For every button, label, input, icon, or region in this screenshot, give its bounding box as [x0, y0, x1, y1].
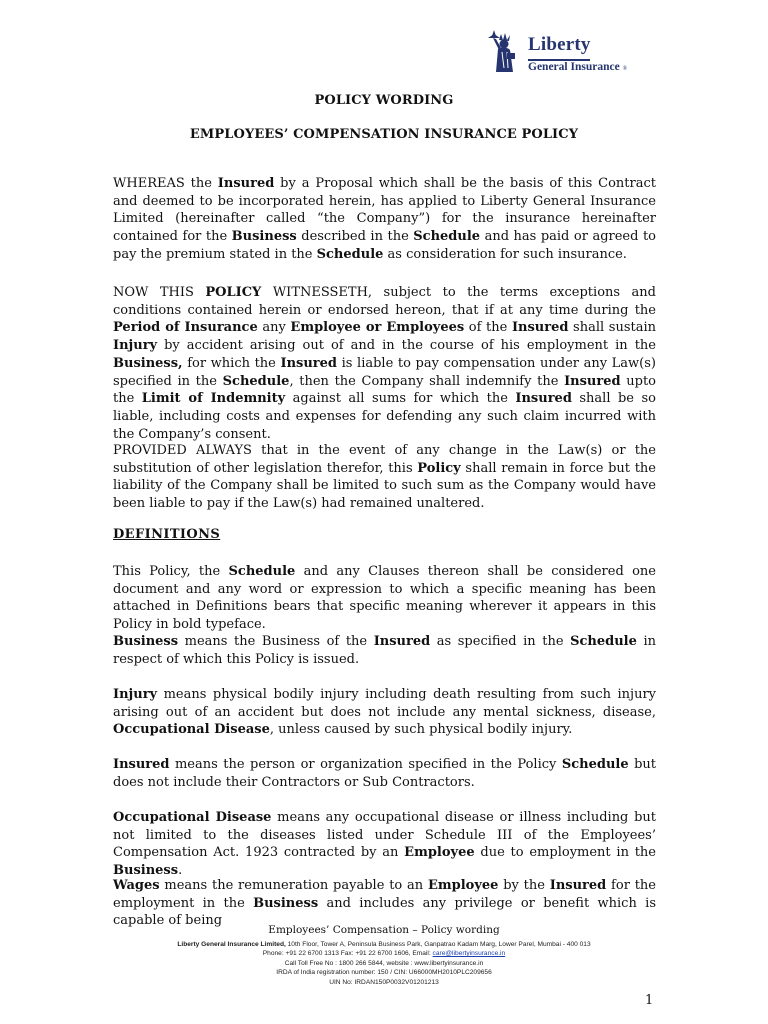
definition-occupational-disease	[113, 809, 656, 880]
definition-insured	[113, 756, 656, 791]
defined-term: Business	[231, 229, 297, 245]
body-text: shall be so liable, including costs and expenses for defending any such claim incurred with the Company’s consent.	[113, 391, 656, 442]
defined-term: Limit of Indemnity	[141, 391, 286, 407]
policy-wording-heading: POLICY WORDING	[314, 93, 454, 108]
body-text: NOW THIS	[113, 285, 206, 300]
body-text: as consideration for such insurance.	[383, 246, 627, 262]
defined-term: Business	[253, 895, 319, 911]
defined-term: Period of Insurance	[113, 320, 258, 336]
defined-term: Insured	[217, 176, 275, 191]
footer-email-link[interactable]: care@libertyinsurance.in	[432, 950, 506, 958]
body-text: means the Business of the	[178, 634, 374, 649]
body-text: .	[178, 863, 183, 879]
body-text: by a Proposal which shall be the basis of this Contract and deemed to be incorporated herein, has applied to Liberty General Insurance Limited (hereinafter called “the Company”) for the insurance hereinafter contained for the	[113, 176, 656, 245]
body-text: described in the	[296, 229, 414, 245]
body-text: in respect of which this Policy is issued.	[113, 634, 656, 667]
defined-term: Occupational Disease	[113, 722, 270, 738]
defined-term: Schedule	[228, 564, 296, 579]
body-text: for which the	[182, 355, 281, 371]
paragraph-definitions-intro	[113, 563, 656, 634]
body-text: PROVIDED ALWAYS that in the event of any change in the Law(s) or the substitution of other legislation therefor, this	[113, 443, 656, 476]
body-text: and any Clauses thereon shall be considered one document and any word or expression to which a specific meaning has been attached in Definitions bears that specific meaning wherever it appears in this Policy in bold typeface.	[113, 564, 656, 633]
defined-term: Injury	[113, 687, 158, 702]
body-text: any	[257, 320, 291, 336]
footer-title: Employees’ Compensation – Policy wording	[268, 924, 500, 936]
definitions-heading: DEFINITIONS	[113, 527, 221, 542]
definition-wages	[113, 877, 656, 930]
footer-company-name: Liberty General Insurance Limited,	[177, 941, 286, 948]
page-number: 1	[645, 993, 654, 1008]
body-text: WHEREAS the	[113, 176, 218, 191]
footer-phone-line: Phone: +91 22 6700 1313 Fax: +91 22 6700 1606, Email: care@libertyinsurance.in	[262, 950, 506, 958]
body-text: shall remain in force but the liability of the Company shall be limited to such sum as the Company would have been liable to pay if the Law(s) had remained unaltered.	[113, 460, 656, 512]
defined-term: Insured	[549, 878, 607, 893]
statue-of-liberty-icon	[480, 28, 526, 74]
defined-term: Insured	[511, 320, 569, 336]
body-text: This Policy, the	[113, 564, 229, 579]
body-text: means any occupational disease or illness including but not limited to the diseases listed under Schedule III of the Employees’ Compensation Act. 1923 contracted by an	[113, 810, 657, 861]
defined-term: Schedule	[222, 373, 290, 389]
footer-uin-line: UIN No: IRDAN150P0032V01201213	[329, 978, 439, 986]
body-text: but does not include their Contractors or Sub Contractors.	[113, 757, 656, 790]
defined-term: Insured	[280, 355, 337, 371]
footer-tollfree-line: Call Toll Free No : 1800 266 5844, website : www.libertyinsurance.in	[284, 959, 484, 967]
company-logo	[480, 28, 670, 76]
logo-brand: Liberty	[528, 34, 591, 55]
defined-term: Insured	[113, 757, 170, 772]
defined-term: Occupational Disease	[113, 810, 272, 825]
defined-term: Employee	[404, 845, 475, 861]
defined-term: Policy	[417, 460, 461, 476]
paragraph-provided-always	[113, 442, 656, 513]
body-text: by the	[498, 878, 550, 893]
defined-term: Business	[113, 634, 179, 649]
body-text: by accident arising out of and in the course of his employment in the	[157, 338, 656, 354]
footer-address-line	[0, 940, 768, 949]
body-text: as specified in the	[430, 634, 571, 649]
footer-irda-line: IRDA of India registration number: 150 / CIN: U66000MH2010PLC209656	[276, 969, 492, 977]
body-text: upto the	[113, 373, 657, 407]
footer-contact-block	[0, 940, 768, 987]
definition-business	[113, 633, 656, 668]
defined-term: Employee	[427, 878, 499, 893]
defined-term: Business	[113, 863, 179, 879]
body-text: , unless caused by such physical bodily injury.	[269, 722, 573, 738]
defined-term: Schedule	[561, 757, 629, 772]
paragraph-whereas	[113, 175, 656, 264]
defined-term: Schedule	[316, 246, 384, 262]
defined-term: Business,	[113, 355, 183, 371]
defined-term: Insured	[373, 634, 431, 649]
defined-term: Wages	[113, 878, 160, 893]
body-text: for the employment in the	[113, 878, 656, 911]
body-text: WITNESSETH, subject to the terms exceptions and conditions contained herein or endorsed hereon, that if at any time during the	[113, 285, 656, 318]
body-text: means the person or organization specified in the Policy	[169, 757, 562, 772]
body-text: and has paid or agreed to pay the premium stated in the	[113, 229, 656, 262]
defined-term: POLICY	[205, 285, 262, 300]
body-text: shall sustain	[568, 320, 656, 336]
policy-title-heading: EMPLOYEES’ COMPENSATION INSURANCE POLICY	[189, 127, 579, 142]
body-text: means physical bodily injury including death resulting from such injury arising out of an accident but does not include any mental sickness, disease,	[113, 687, 656, 720]
body-text: due to employment in the	[474, 845, 657, 861]
logo-subtitle: General Insurance ®	[528, 61, 628, 73]
defined-term: Insured	[564, 373, 621, 389]
paragraph-witnesseth	[113, 284, 656, 443]
defined-term: Employee or Employees	[290, 320, 465, 336]
body-text: means the remuneration payable to an	[159, 878, 428, 893]
body-text: of the	[464, 320, 512, 336]
body-text: and includes any privilege or benefit which is capable of being	[113, 895, 656, 929]
defined-term: Injury	[113, 338, 158, 354]
defined-term: Schedule	[413, 229, 481, 245]
footer-address: 10th Floor, Tower A, Peninsula Business Park, Ganpatrao Kadam Marg, Lower Parel, Mumbai - 400 013	[285, 941, 591, 948]
defined-term: Insured	[515, 391, 572, 407]
body-text: against all sums for which the	[285, 391, 516, 407]
body-text: is liable to pay compensation under any Law(s) specified in the	[113, 355, 656, 389]
body-text: , then the Company shall indemnify the	[289, 373, 565, 389]
definition-injury	[113, 686, 656, 739]
defined-term: Schedule	[570, 634, 637, 649]
